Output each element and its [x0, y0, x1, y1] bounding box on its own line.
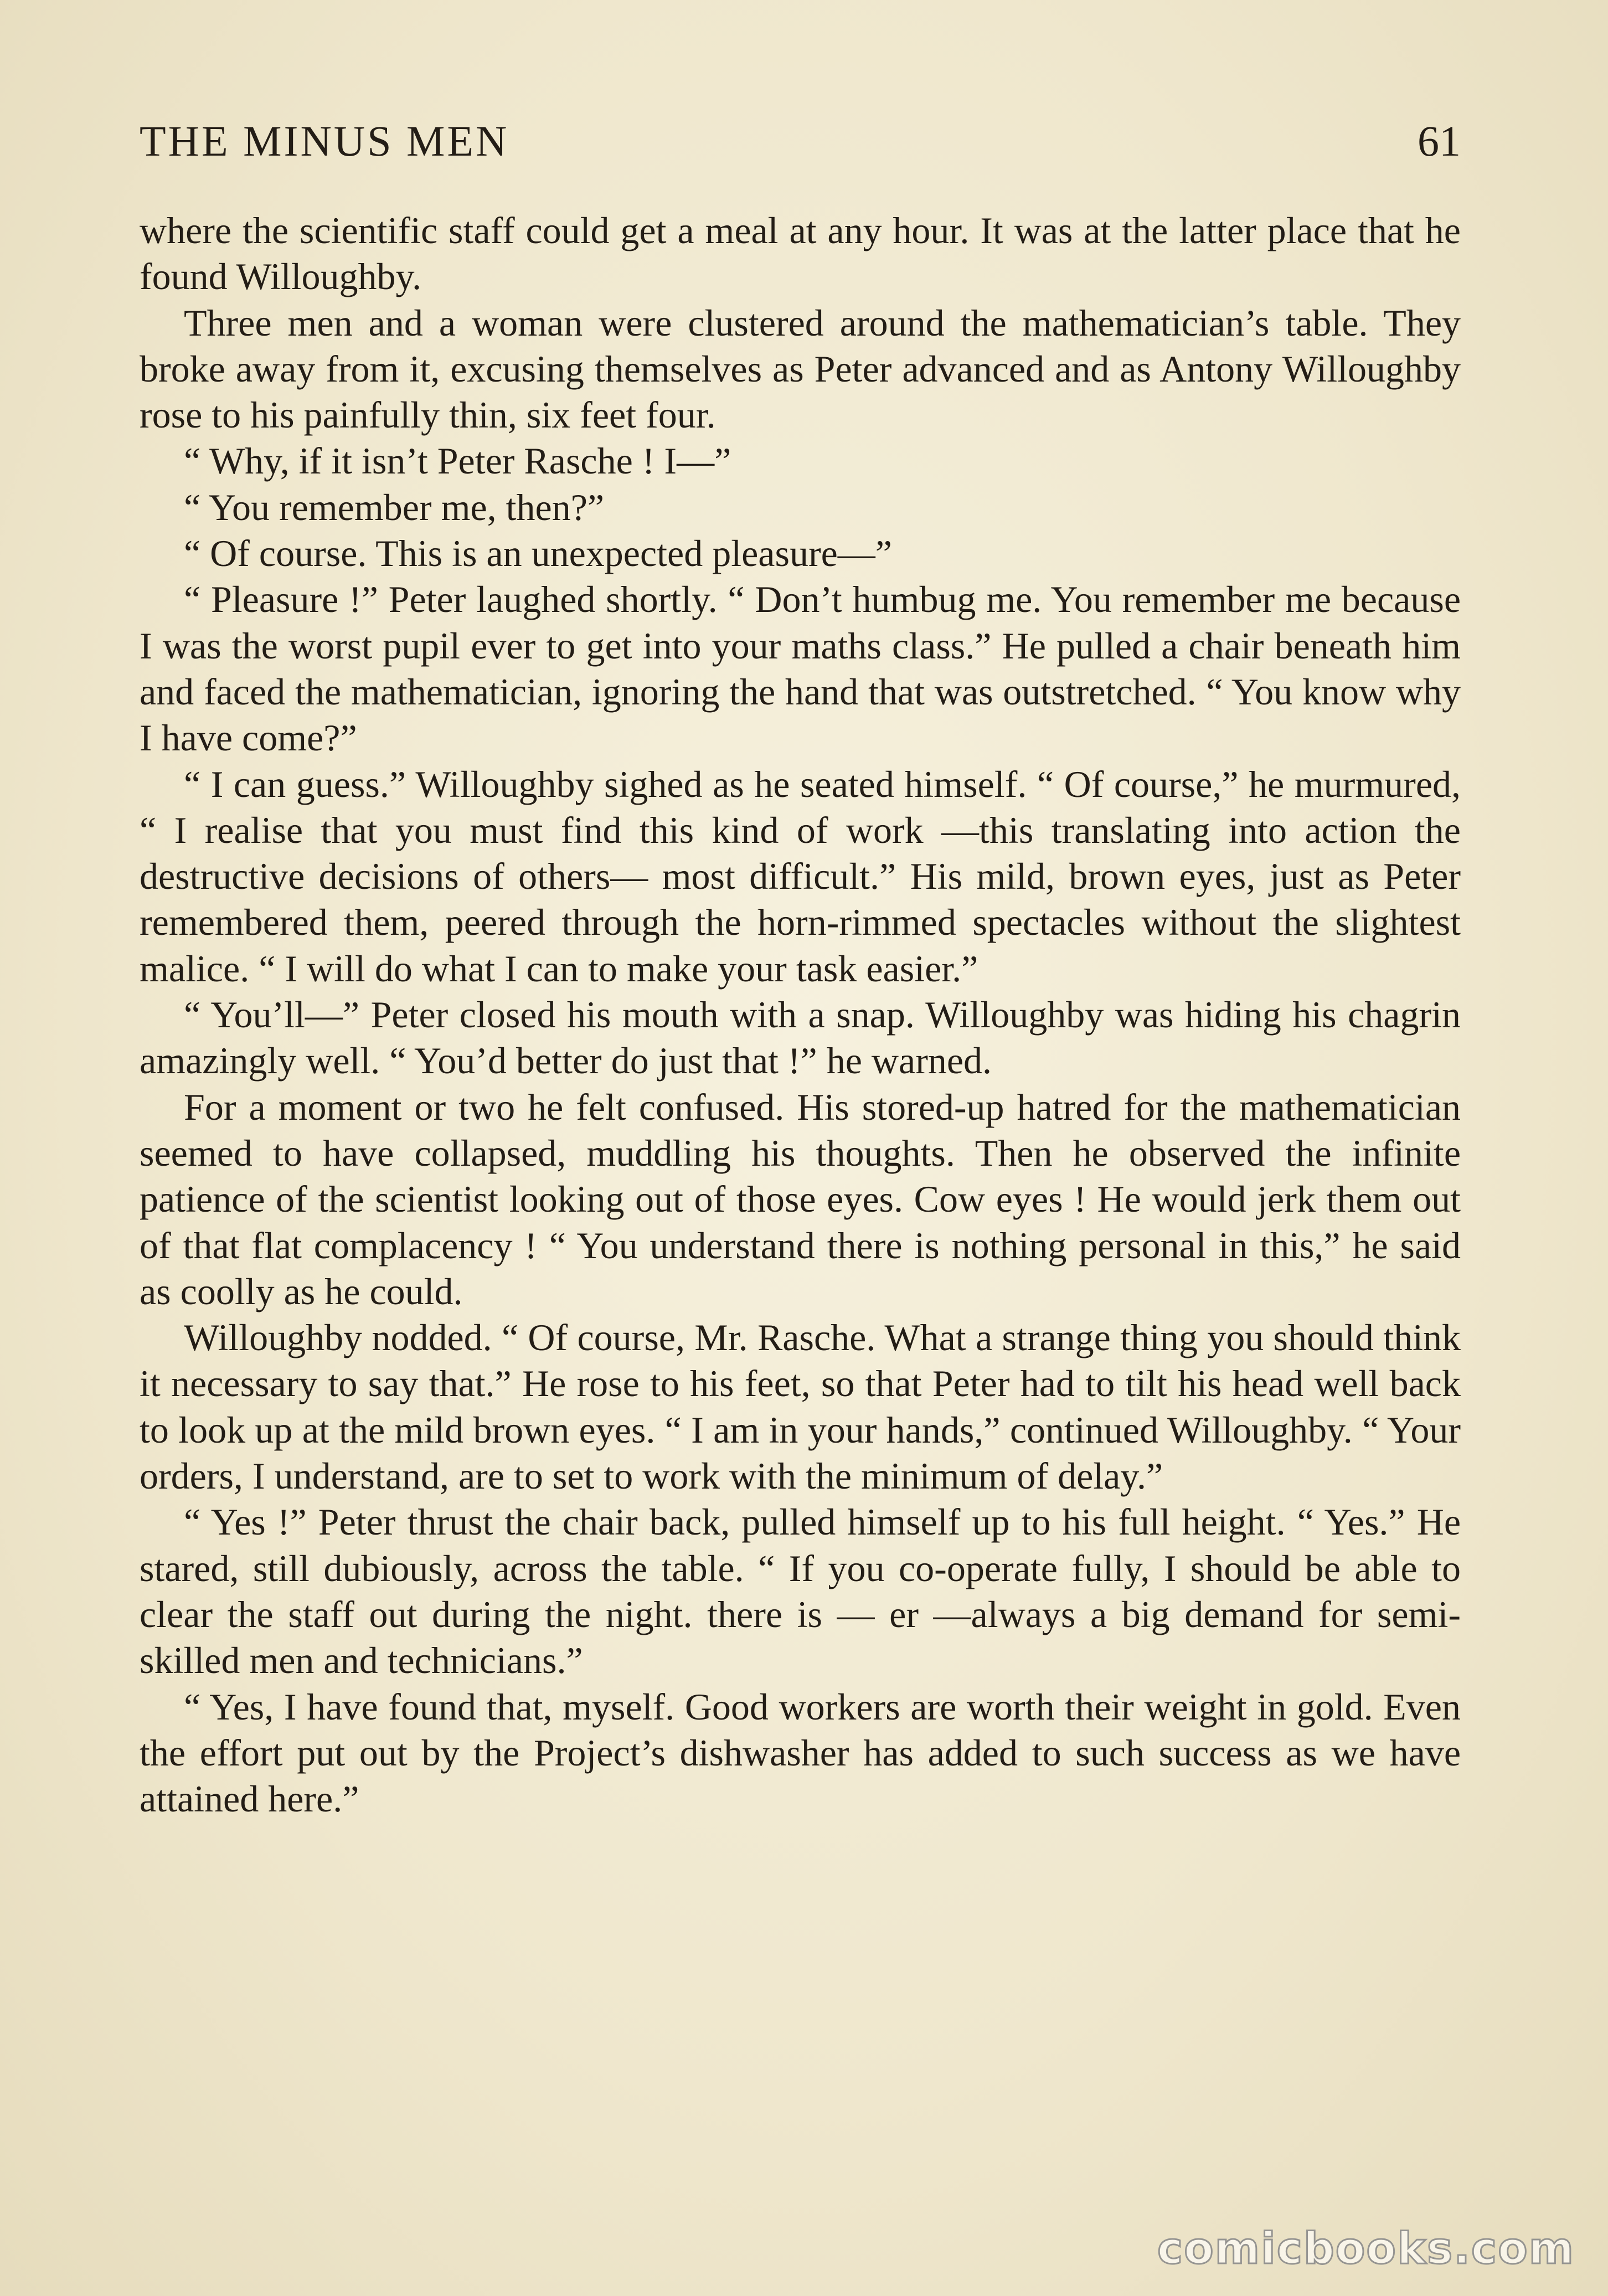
paragraph: “ Why, if it isn’t Peter Rasche ! I—” — [184, 440, 731, 482]
paragraph: Willoughby nodded. “ Of course, Mr. Rasche. What a strange thing you should think it necessary to say that.” He rose to his feet, so that Peter had to tilt his head well back to look up at the mild brown eyes. “ I am in your hands,” continued Willoughby. “ Your orders, I understand, are to set to work with the minimum of delay.” — [140, 1316, 1461, 1497]
paragraph: Three men and a woman were clustered around the mathematician’s table. They broke away from it, excusing themselves as Peter advanced and as Antony Willoughby rose to his painfully thin, six feet four. — [140, 301, 1461, 436]
book-title: THE MINUS MEN — [140, 117, 509, 165]
watermark: comicbooks.com — [1157, 2224, 1575, 2274]
paragraph: “ Of course. This is an unexpected pleasure—” — [184, 532, 892, 575]
paragraph: “ You remember me, then?” — [184, 486, 605, 528]
paragraph: “ You’ll—” Peter closed his mouth with a snap. Willoughby was hiding his chagrin amazingly well. “ You’d better do just that !” he warned. — [140, 993, 1461, 1082]
running-head — [140, 114, 1461, 169]
paragraph: “ Pleasure !” Peter laughed shortly. “ Don’t humbug me. You remember me because I was the worst pupil ever to get into your maths class.” He pulled a chair beneath him and faced the mathematician, ignoring the hand that was outstretched. “ You know why I have come?” — [140, 578, 1461, 759]
paragraph: where the scientific staff could get a meal at any hour. It was at the latter place that he found Willoughby. — [140, 209, 1461, 298]
page-number: 61 — [1418, 117, 1461, 165]
body-text — [140, 208, 1461, 1822]
paragraph: “ I can guess.” Willoughby sighed as he seated himself. “ Of course,” he murmured, “ I realise that you must find this kind of work —this translating into action the destructive decisions of others— most difficult.” His mild, brown eyes, just as Peter remembered them, peered through the horn-rimmed spectacles without the slightest malice. “ I will do what I can to make your task easier.” — [140, 763, 1461, 990]
paragraph: “ Yes !” Peter thrust the chair back, pulled himself up to his full height. “ Yes.” He stared, still dubiously, across the table. “ If you co-operate fully, I should be able to clear the staff out during the night. there is — er —always a big demand for semi-skilled men and technicians.” — [140, 1501, 1461, 1682]
paragraph: For a moment or two he felt confused. His stored-up hatred for the mathematician seemed to have collapsed, muddling his thoughts. Then he observed the infinite patience of the scientist looking out of those eyes. Cow eyes ! He would jerk them out of that flat complacency ! “ You understand there is nothing personal in this,” he said as coolly as he could. — [140, 1085, 1461, 1312]
paragraph: “ Yes, I have found that, myself. Good workers are worth their weight in gold. Even the effort put out by the Project’s dishwasher has added to such success as we have attained here.” — [140, 1685, 1461, 1820]
